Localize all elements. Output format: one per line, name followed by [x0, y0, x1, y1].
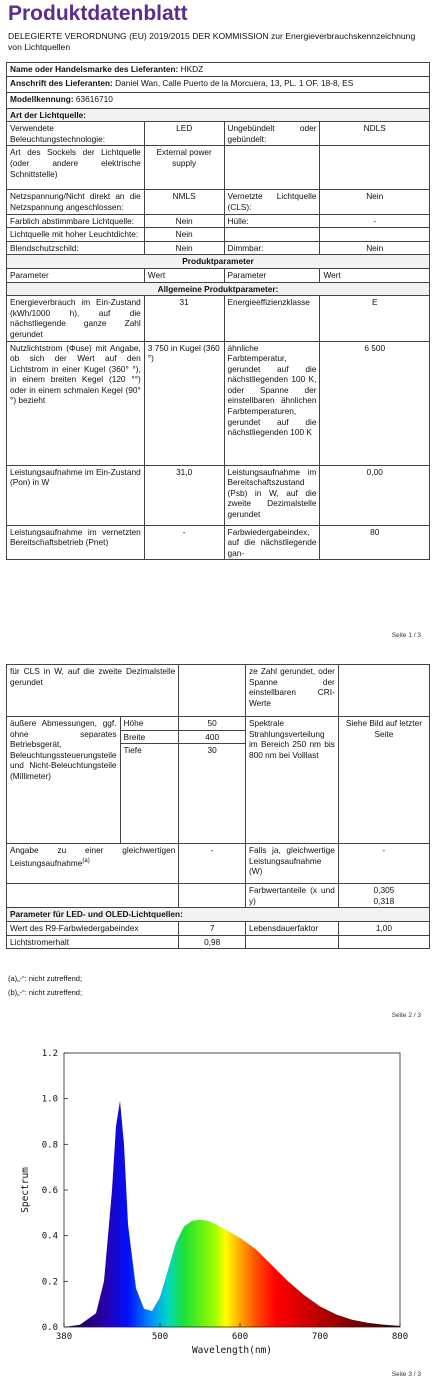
chroma-y: 0,318 — [373, 895, 395, 906]
colour-label: Farblich abstimmbare Lichtquelle: — [7, 214, 145, 228]
equiv2-label: Falls ja, gleichwertige Leistungsaufnahme (W) — [245, 844, 338, 884]
page-number-1: Seite 1 / 3 — [391, 632, 421, 639]
spectrum-chart — [0, 1025, 435, 1365]
highlum-value: Nein — [144, 228, 224, 242]
energy-row — [7, 296, 430, 341]
page-2 — [0, 660, 435, 1020]
tech-label: Verwendete Beleuchtungstechnologie: — [7, 122, 145, 146]
pon-label: Leistungsaufnahme im Ein-Zustand (Pon) in W — [7, 465, 145, 525]
product-sheet-table-2 — [6, 664, 430, 949]
pnet-label-cont: für CLS in W, auf die zweite Dezimalstelle gerundet — [7, 665, 179, 717]
x-tick-label-1: 500 — [151, 1332, 169, 1342]
supplier-name-label: Name oder Handelsmarke des Lieferanten: — [10, 64, 179, 74]
supplier-name-row — [7, 63, 430, 77]
height-label: Höhe — [120, 717, 179, 731]
params-heading: Produktparameter — [7, 255, 430, 269]
width-value: 400 — [179, 730, 246, 744]
bundled-label: Ungebündelt oder gebündelt: — [224, 122, 320, 146]
footnote-b: (b)„-“: nicht zutreffend; — [8, 988, 83, 997]
power-row — [7, 465, 430, 525]
mains-value: NMLS — [144, 190, 224, 214]
dimmable-value: Nein — [320, 241, 430, 255]
spd-label: Spektrale Strahlungsverteilung im Bereich 250 nm bis 800 nm bei Volllast — [245, 717, 338, 844]
led-heading: Parameter für LED- und OLED-Lichtquellen: — [7, 908, 430, 922]
flux-row — [7, 341, 430, 465]
footnote-a: (a)„-“: nicht zutreffend; — [8, 974, 83, 983]
glare-row — [7, 241, 430, 255]
supplier-name-value: HKDZ — [180, 64, 204, 74]
r9-label: Wert des R9-Farbwiedergabeindex — [7, 921, 179, 935]
socket-label: Art des Sockels der Lichtquelle (oder andere elektrische Schnittstelle) — [7, 146, 145, 190]
cri-label: Farbwiedergabeindex, auf die nächstliegende gan- — [224, 525, 320, 560]
y-tick-label-3: 0.6 — [41, 1186, 58, 1196]
dims-height-row — [7, 717, 430, 731]
eclass-value: E — [320, 296, 430, 341]
general-heading: Allgemeine Produktparameter: — [7, 282, 430, 296]
socket-value: External power supply — [144, 146, 224, 190]
flux-value: 3 750 in Kugel (360 °) — [144, 341, 224, 465]
continuation-row — [7, 665, 430, 717]
glare-value: Nein — [144, 241, 224, 255]
product-sheet-table-1 — [6, 62, 430, 560]
cls-label: Vernetzte Lichtquelle (CLS): — [224, 190, 320, 214]
pnet-value: - — [144, 525, 224, 560]
supplier-address-row — [7, 76, 430, 92]
page-number-2: Seite 2 / 3 — [391, 1012, 421, 1019]
psb-label: Leistungsaufnahme im Bereitschaftszustand (Psb) in W, auf die zweite Dezimalstelle gerundet — [224, 465, 320, 525]
psb-value: 0,00 — [320, 465, 430, 525]
maint-label: Lichtstromerhalt — [7, 935, 179, 949]
mains-label: Netzspannung/Nicht direkt an die Netzspannung angeschlossen: — [7, 190, 145, 214]
page-1 — [0, 0, 435, 645]
equiv-value: - — [179, 844, 246, 884]
equiv-row — [7, 844, 430, 884]
y-tick-label-6: 1.2 — [41, 1049, 58, 1059]
cls-value: Nein — [320, 190, 430, 214]
col-value-1: Wert — [144, 268, 224, 282]
cri-value: 80 — [320, 525, 430, 560]
cct-value: 6 500 — [320, 341, 430, 465]
cri-label-cont: ze Zahl gerundet, oder Spanne der einstellbaren CRI-Werte — [245, 665, 338, 717]
y-tick-label-5: 1.0 — [41, 1094, 58, 1105]
chroma-x: 0,305 — [373, 885, 395, 896]
x-tick-label-3: 700 — [311, 1332, 329, 1342]
spd-value: Siehe Bild auf letzter Seite — [338, 717, 429, 844]
x-axis-label: Wavelength(nm) — [191, 1345, 273, 1356]
envelope-value: - — [320, 214, 430, 228]
led-heading-row — [7, 908, 430, 922]
life-label: Lebensdauerfaktor — [245, 921, 338, 935]
equiv-footnote-ref: (a) — [82, 857, 90, 864]
glare-label: Blendschutzschild: — [7, 241, 145, 255]
y-tick-label-4: 0.8 — [41, 1140, 58, 1151]
envelope-label: Hülle: — [224, 214, 320, 228]
col-param-2: Parameter — [224, 268, 320, 282]
tech-row — [7, 122, 430, 146]
pnet-row — [7, 525, 430, 560]
socket-row — [7, 146, 430, 190]
flux-label: Nutzlichtstrom (Φuse) mit Angabe, ob sich der Wert auf den Lichtstrom in einer Kugel (360° °), in einem breiten Kegel (120 °°) oder in einem schmalen Kegel (90° °) bezieht — [7, 341, 145, 465]
width-label: Breite — [120, 730, 179, 744]
r9-value: 7 — [179, 921, 246, 935]
eclass-label: Energieeffizienzklasse — [224, 296, 320, 341]
col-value-2: Wert — [320, 268, 430, 282]
y-tick-label-1: 0.2 — [41, 1277, 58, 1288]
energy-label: Energieverbrauch im Ein-Zustand (kWh/1000 h), auf die nächstliegende ganze Zahl gerundet — [7, 296, 145, 341]
life-value: 1,00 — [338, 921, 429, 935]
cct-label: ähnliche Farbtemperatur, gerundet auf die nächstliegenden 100 K, oder Spanne der einstellbaren ähnlichen Farbtemperaturen, gerundet auf die nächstliegenden 100 K — [224, 341, 320, 465]
equiv-label-cell — [7, 844, 179, 884]
supplier-address-label: Anschrift des Lieferanten: — [10, 77, 113, 88]
model-row — [7, 92, 430, 108]
y-tick-label-0: 0.0 — [41, 1323, 58, 1333]
maint-value: 0,98 — [179, 935, 246, 949]
energy-value: 31 — [144, 296, 224, 341]
depth-value: 30 — [179, 744, 246, 844]
r9-row — [7, 921, 430, 935]
equiv2-value: - — [338, 844, 429, 884]
page-title: Produktdatenblatt — [8, 2, 188, 25]
mains-row — [7, 190, 430, 214]
general-heading-row — [7, 282, 430, 296]
x-tick-label-4: 800 — [391, 1332, 409, 1342]
col-param-1: Parameter — [7, 268, 145, 282]
params-colheads-row — [7, 268, 430, 282]
regulation-subtitle: DELEGIERTE VERORDNUNG (EU) 2019/2015 DER KOMMISSION zur Energieverbrauchskennzeichnung von Lichtquellen — [8, 31, 416, 52]
depth-label: Tiefe — [120, 744, 179, 844]
dims-label: äußere Abmessungen, ggf. ohne separates Betriebsgerät, Beleuchtungssteuerungsteile und Nicht-Beleuchtungsteile (Millimeter) — [7, 717, 121, 844]
equiv-label: Angabe zu einer gleichwertigen Leistungsaufnahme — [10, 845, 176, 868]
y-tick-label-2: 0.4 — [41, 1231, 58, 1242]
spectrum-area — [64, 1101, 400, 1327]
colour-row — [7, 214, 430, 228]
lightsource-heading-row — [7, 108, 430, 122]
chroma-row — [7, 884, 430, 908]
model-label: Modellkennung: — [10, 93, 74, 104]
chroma-label: Farbwertanteile (x und y) — [245, 884, 338, 908]
model-value: 63616710 — [75, 93, 113, 104]
highlum-label: Lichtquelle mit hoher Leuchtdichte: — [7, 228, 145, 242]
x-tick-label-2: 600 — [231, 1332, 249, 1342]
colour-value: Nein — [144, 214, 224, 228]
height-value: 50 — [179, 717, 246, 731]
page-3 — [0, 1025, 435, 1383]
params-heading-row — [7, 255, 430, 269]
lightsource-heading: Art der Lichtquelle: — [7, 108, 430, 122]
pnet-label: Leistungsaufnahme im vernetzten Bereitschaftsbetrieb (Pnet) — [7, 525, 145, 560]
supplier-address-value: Daniel Wan, Calle Puerto de la Morcuera, 13, PL. 1 OF. 18-8, ES — [115, 77, 354, 88]
dimmable-label: Dimmbar: — [224, 241, 320, 255]
x-tick-label-0: 380 — [55, 1332, 73, 1342]
highlum-row — [7, 228, 430, 242]
bundled-value: NDLS — [320, 122, 430, 146]
maint-row — [7, 935, 430, 949]
pon-value: 31,0 — [144, 465, 224, 525]
page-number-3: Seite 3 / 3 — [391, 1371, 421, 1378]
y-axis-label: Spectrum — [20, 1167, 31, 1213]
chroma-values — [338, 884, 429, 908]
tech-value: LED — [144, 122, 224, 146]
